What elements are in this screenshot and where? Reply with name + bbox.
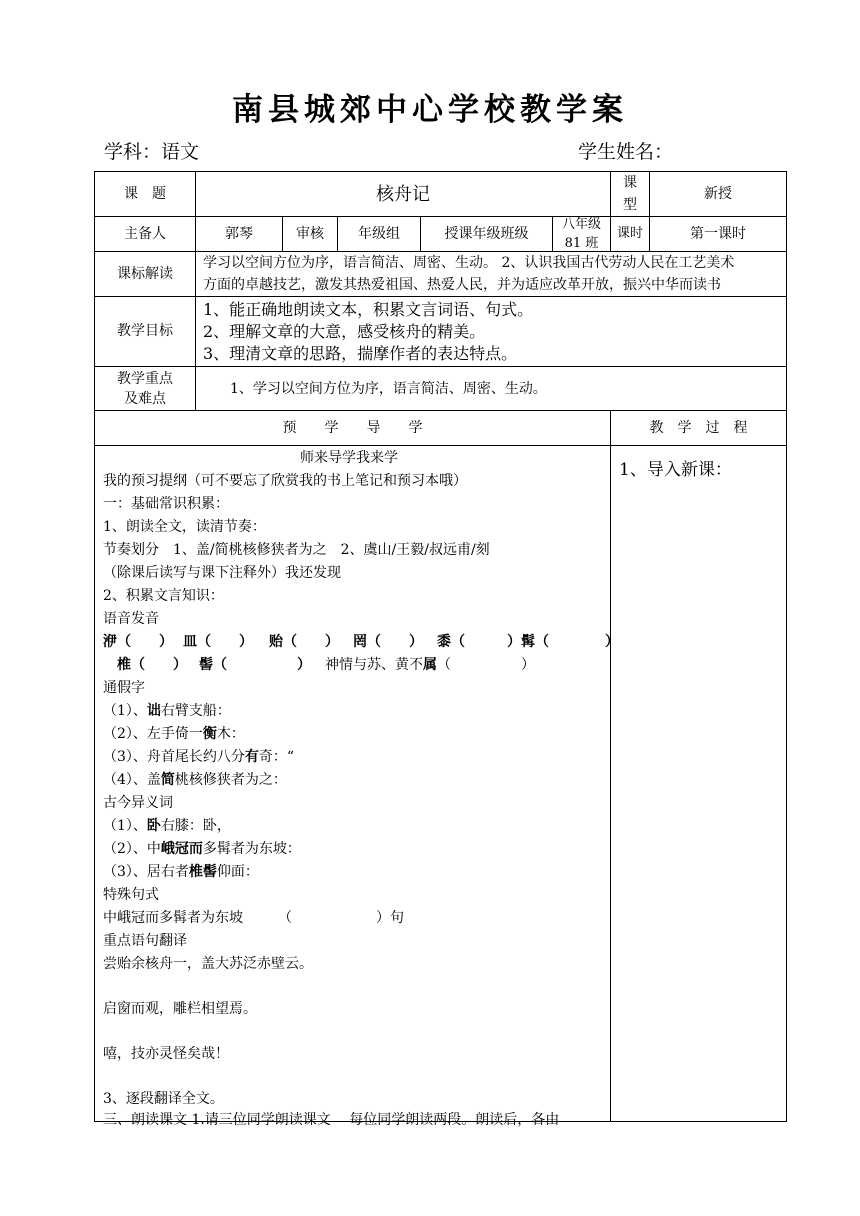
gujin-item: （2）、中峨冠而多髯者为东坡： — [103, 841, 301, 857]
preview-line: 3、逐段翻译全文。 — [103, 1091, 224, 1107]
objective-2: 2、理解文章的大意，感受核舟的精美。 — [203, 322, 486, 341]
objectives-label: 教学目标 — [117, 323, 173, 339]
pronunciation-item: 皿（ ） — [183, 634, 253, 650]
pronunciation-item: 罔（ ） — [353, 634, 423, 650]
period-label: 课时 — [616, 226, 643, 242]
lesson-type-value: 新授 — [704, 185, 732, 202]
tongjia-item: （4）、盖简桃核修狭者为之： — [103, 772, 287, 788]
key-points-label-line1: 教学重点 — [117, 370, 173, 387]
preview-line: 古今异义词 — [103, 795, 173, 811]
preview-line: 我的预习提纲（可不要忘了欣赏我的书上笔记和预习本哦） — [103, 473, 467, 489]
preview-line: 启窗而观，雕栏相望焉。 — [103, 1001, 257, 1017]
preview-guide-header: 预 学 导 学 — [282, 419, 423, 436]
preparer-label: 主备人 — [124, 225, 166, 242]
tongjia-item: （3）、舟首尾长约八分有奇：“ — [103, 749, 295, 765]
preview-line: （除课后读写与课下注释外）我还发现 — [103, 565, 341, 581]
pronunciation-item: 贻（ ） — [269, 634, 339, 650]
preview-line: 三、朗读课文 1.请三位同学朗读课文 每位同学朗读两段。朗读后，各由 — [103, 1112, 560, 1128]
preparer-value: 郭琴 — [225, 225, 253, 242]
key-points-label-line2: 及难点 — [124, 390, 166, 407]
tongjia-item: （1）、诎右臂支船： — [103, 703, 231, 719]
class-value: 八年级 81 班 — [561, 216, 601, 251]
pronunciation-item: 黍（ ） — [437, 634, 521, 650]
preview-line: 一：基础常识积累： — [103, 496, 229, 512]
preview-line: 通假字 — [103, 680, 145, 696]
tongjia-item: （2）、左手倚一衡木： — [103, 726, 245, 742]
review-label: 审核 — [296, 225, 324, 242]
topic-label: 课 题 — [124, 185, 166, 202]
pronunciation-item: 神情与苏、黄不属（ ） — [325, 657, 535, 673]
pronunciation-item: 椎（ ） — [117, 657, 187, 673]
lesson-type-label: 课 型 — [623, 175, 637, 213]
pronunciation-item: 洢（ ） — [103, 634, 173, 650]
preview-line: 嘻，技亦灵怪矣哉！ — [103, 1046, 229, 1062]
preview-line: 尝贻余核舟一，盖大苏泛赤壁云。 — [103, 956, 313, 972]
pronunciation-item: 髻（ ） — [199, 657, 311, 673]
subject-label: 学科：语文 — [104, 141, 200, 163]
class-label: 授课年级班级 — [444, 225, 529, 242]
standards-line-1: 学习以空间方位为序，语言简洁、周密、生动。 2、认识我国古代劳动人民在工艺美术 — [203, 255, 735, 271]
key-points-value: 1、学习以空间方位为序，语言简洁、周密、生动。 — [230, 381, 547, 397]
preview-line: 节奏划分 1、盖/简桃核修狭者为之 2、虞山/王毅/叔远甫/刻 — [103, 542, 490, 558]
objective-1: 1、能正确地朗读文本，积累文言词语、句式。 — [203, 300, 534, 319]
preview-line: 中峨冠而多髯者为东坡 （ ）句 — [103, 910, 404, 926]
preview-line: 重点语句翻译 — [103, 933, 187, 949]
key-points-label — [95, 367, 195, 410]
process-step-1: 1、导入新课： — [619, 460, 732, 480]
preview-line: 语音发音 — [103, 611, 159, 627]
objective-3: 3、理清文章的思路，揣摩作者的表达特点。 — [203, 344, 518, 363]
period-value: 第一课时 — [690, 225, 746, 242]
teaching-process-header: 教 学 过 程 — [649, 419, 748, 436]
gujin-item: （3）、居右者椎髻仰面： — [103, 864, 259, 880]
preview-heading: 师来导学我来学 — [300, 450, 398, 466]
gujin-item: （1）、卧右膝：卧， — [103, 818, 231, 834]
student-name-label: 学生姓名： — [578, 141, 674, 163]
preview-line: 特殊句式 — [103, 887, 159, 903]
preview-line: 1、朗读全文，读清节奏： — [103, 519, 266, 535]
topic-value: 核舟记 — [376, 183, 430, 205]
standards-label: 课标解读 — [117, 265, 173, 282]
pronunciation-item: 髯（ ） — [521, 634, 619, 650]
preview-line: 2、积累文言知识： — [103, 588, 224, 604]
standards-line-2: 方面的卓越技艺，激发其热爱祖国、热爱人民，并为适应改革开放，振兴中华而读书 — [203, 277, 721, 293]
grade-group-label: 年级组 — [358, 225, 400, 242]
page-title: 南县城郊中心学校教学案 — [232, 92, 628, 128]
